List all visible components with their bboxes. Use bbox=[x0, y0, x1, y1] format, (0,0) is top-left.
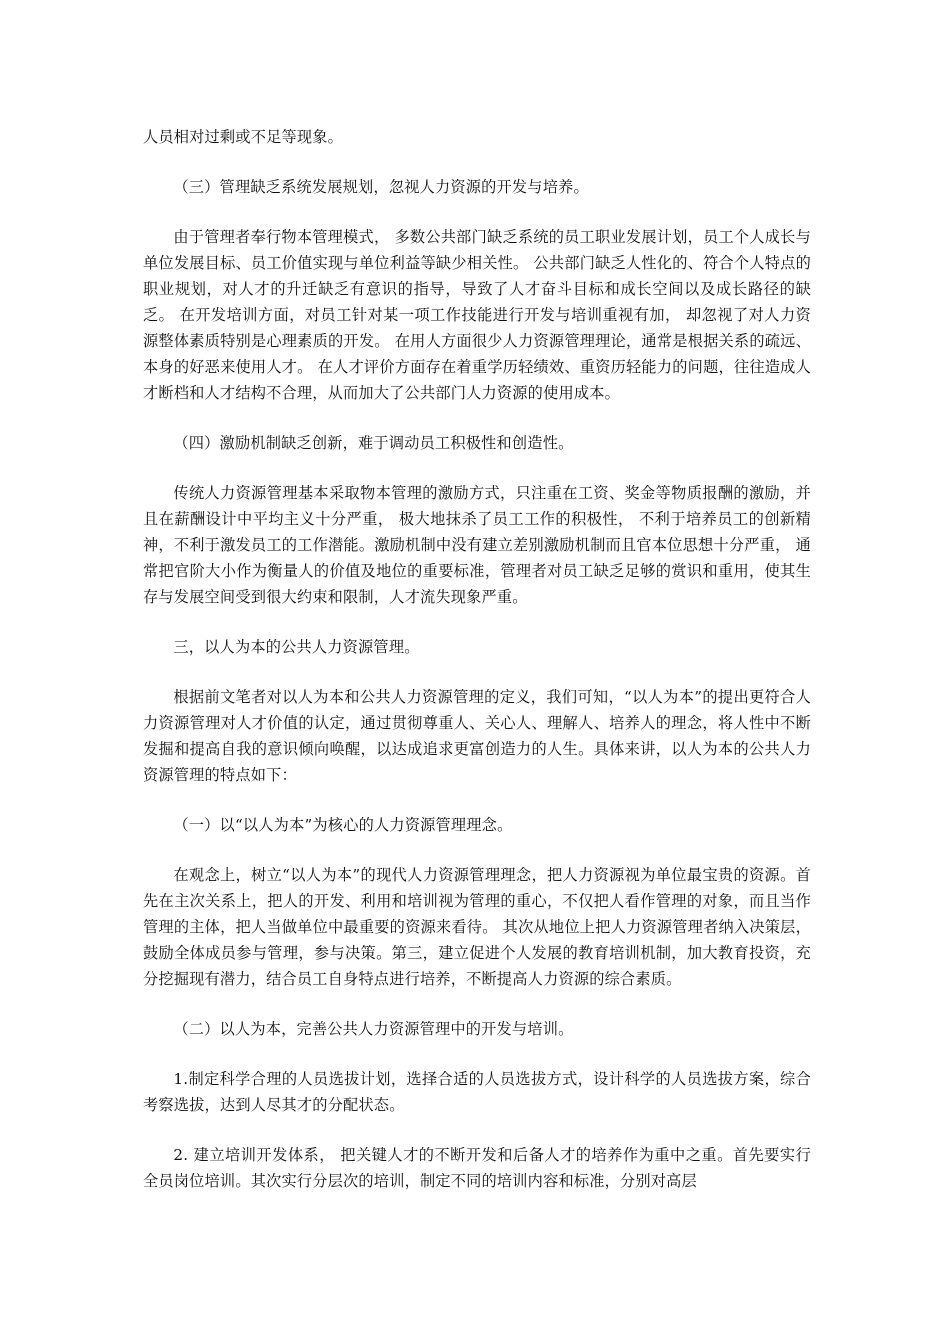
section-heading-2: （二）以人为本，完善公共人力资源管理中的开发与培训。 bbox=[173, 1020, 574, 1038]
paragraph-people-oriented: 根据前文笔者对以人为本和公共人力资源管理的定义，我们可知，“以人为本”的提出更符合人力资源管理对人才价值的认定，通过贯彻尊重人、关心人、理解人、培养人的理念，将人性中不断发掘和提高自我的意识倾向唤醒，以达成追求更富创造力的人生。具体来讲，以人为本的公共人力资源管理的特点如下： bbox=[143, 688, 811, 784]
section-heading-3: （三）管理缺乏系统发展规划，忽视人力资源的开发与培养。 bbox=[173, 178, 589, 196]
chapter-heading-3: 三，以人为本的公共人力资源管理。 bbox=[173, 638, 420, 656]
paragraph-item-2: 2. 建立培训开发体系， 把关键人才的不断开发和后备人才的培养作为重中之重。首先要实行全员岗位培训。其次实行分层次的培训，制定不同的培训内容和标准，分别对高层 bbox=[143, 1146, 811, 1190]
paragraph-incentive: 传统人力资源管理基本采取物本管理的激励方式，只注重在工资、奖金等物质报酬的激励，并且在薪酬设计中平均主义十分严重， 极大地抹杀了员工工作的积极性， 不利于培养员工的创新精神，不利于激发员工的工作潜能。激励机制中没有建立差别激励机制而且官本位思想十分严重， 通常把官阶大小作为衡量人的价值及地位的重要标准，管理者对员工缺乏足够的赏识和重用，使其生存与发展空间受到很大约束和限制，人才流失现象严重。 bbox=[143, 484, 811, 606]
paragraph-continuation: 人员相对过剩或不足等现象。 bbox=[143, 128, 344, 146]
paragraph-planning: 由于管理者奉行物本管理模式， 多数公共部门缺乏系统的员工职业发展计划，员工个人成长与单位发展目标、员工价值实现与单位利益等缺少相关性。 公共部门缺乏人性化的、符合个人特点的职业规划，对人才的升迁缺乏有意识的指导，导致了人才奋斗目标和成长空间以及成长路径的缺乏。 在开发培训方面，对员工针对某一项工作技能进行开发与培训重视有加， 却忽视了对人力资源整体素质特别是心理素质的开发。 在用人方面很少人力资源管理理论，通常是根据关系的疏远、本身的好恶来使用人才。 在人才评价方面存在着重学历轻绩效、重资历轻能力的问题，往往造成人才断档和人才结构不合理，从而加大了公共部门人力资源的使用成本。 bbox=[143, 228, 811, 402]
section-heading-4: （四）激励机制缺乏创新，难于调动员工积极性和创造性。 bbox=[173, 434, 574, 452]
section-heading-1: （一）以“以人为本”为核心的人力资源管理理念。 bbox=[173, 816, 513, 834]
paragraph-concept: 在观念上，树立“以人为本”的现代人力资源管理理念，把人力资源视为单位最宝贵的资源。首先在主次关系上，把人的开发、利用和培训视为管理的重心，不仅把人看作管理的对象，而且当作管理的主体，把人当做单位中最重要的资源来看待。 其次从地位上把人力资源管理者纳入决策层，鼓励全体成员参与管理，参与决策。第三，建立促进个人发展的教育培训机制，加大教育投资，充分挖掘现有潜力，结合员工自身特点进行培养，不断提高人力资源的综合素质。 bbox=[143, 866, 811, 988]
paragraph-item-1: 1.制定科学合理的人员选拔计划，选择合适的人员选拔方式，设计科学的人员选拔方案，综合考察选拔，达到人尽其才的分配状态。 bbox=[143, 1070, 811, 1114]
document-body bbox=[143, 124, 811, 1218]
